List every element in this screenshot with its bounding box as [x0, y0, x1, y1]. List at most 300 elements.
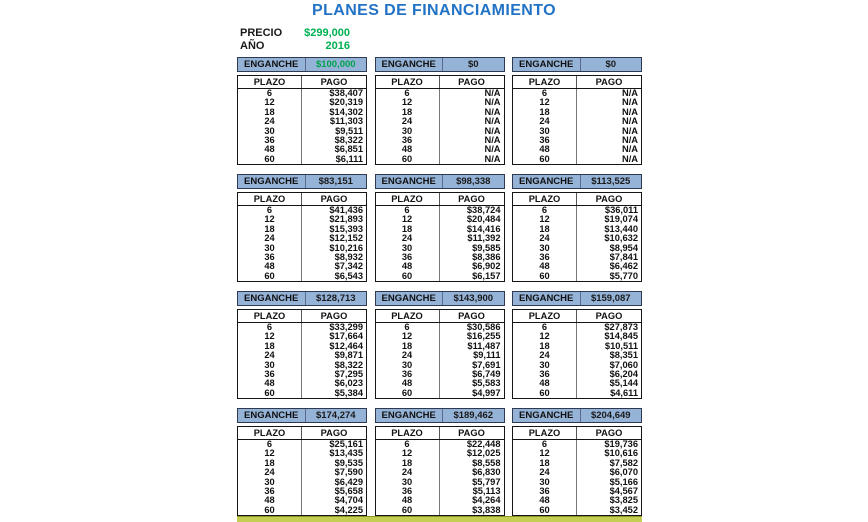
pago-cell: $9,585	[472, 242, 501, 253]
pago-cell: $9,511	[335, 125, 363, 136]
pago-cell: $3,825	[609, 495, 638, 506]
pago-cell: $10,216	[329, 242, 363, 253]
plazo-cell: 36	[376, 253, 440, 262]
plazo-column-header: PLAZO	[513, 310, 577, 322]
plazo-cell: 12	[238, 332, 302, 341]
plazo-cell: 6	[238, 323, 302, 332]
plazo-cell: 18	[238, 459, 302, 468]
plan-table-body	[513, 206, 641, 281]
pago-cell: $17,664	[329, 331, 363, 342]
plazo-cell: 24	[513, 468, 577, 477]
plan-table-body	[376, 89, 504, 164]
plan-header	[375, 174, 505, 189]
pago-cell: N/A	[621, 144, 638, 155]
pago-cell: $7,582	[609, 457, 638, 468]
plan-table-body	[238, 323, 366, 398]
plan-header	[237, 174, 367, 189]
enganche-label: ENGANCHE	[244, 59, 299, 70]
plazo-cell: 18	[513, 108, 577, 117]
plazo-cell: 12	[238, 215, 302, 224]
plazo-cell: 24	[376, 468, 440, 477]
pago-cell: $8,932	[334, 251, 363, 262]
plazo-cell: 36	[238, 136, 302, 145]
pago-cell: $6,851	[334, 144, 363, 155]
plan-section	[375, 174, 505, 282]
plazo-cell: 48	[238, 262, 302, 271]
table-row	[376, 389, 504, 398]
plazo-cell: 36	[238, 487, 302, 496]
plan-table	[375, 309, 505, 399]
pago-cell: $8,322	[334, 134, 363, 145]
plazo-cell: 30	[238, 127, 302, 136]
pago-cell: N/A	[484, 125, 501, 136]
plazo-cell: 30	[513, 478, 577, 487]
pago-cell: $10,632	[604, 233, 638, 244]
pago-cell: $4,704	[334, 495, 363, 506]
plan-table-body	[238, 440, 366, 515]
plazo-cell: 60	[513, 389, 577, 398]
plazo-cell: 30	[513, 244, 577, 253]
pago-cell: $30,586	[466, 322, 501, 333]
plazo-cell: 36	[238, 253, 302, 262]
plazo-cell: 24	[238, 117, 302, 126]
plazo-column-header: PLAZO	[238, 310, 302, 322]
pago-cell: $6,902	[472, 261, 501, 272]
pago-cell: $38,407	[329, 88, 363, 99]
enganche-label: ENGANCHE	[244, 293, 299, 304]
plazo-cell: 30	[238, 478, 302, 487]
pago-cell: $3,452	[609, 504, 638, 515]
pago-cell: N/A	[621, 106, 638, 117]
plan-table	[375, 426, 505, 516]
enganche-label: ENGANCHE	[519, 59, 574, 70]
plan-section	[512, 57, 642, 165]
plazo-column-header: PLAZO	[238, 76, 302, 88]
plazo-cell: 6	[513, 440, 577, 449]
plazo-cell: 30	[376, 127, 440, 136]
page-title: PLANES DE FINANCIAMIENTO	[312, 2, 556, 19]
pago-cell: $6,070	[609, 467, 638, 478]
enganche-value: $100,000	[305, 58, 366, 71]
pago-column-header: PAGO	[458, 311, 485, 321]
pago-cell: $6,543	[334, 270, 363, 281]
plan-table	[512, 309, 642, 399]
pago-cell: N/A	[484, 106, 501, 117]
plazo-cell: 18	[376, 459, 440, 468]
enganche-value: $189,462	[442, 409, 503, 422]
pago-cell: N/A	[484, 88, 501, 99]
plazo-cell: 60	[513, 506, 577, 515]
pago-cell: $8,351	[609, 350, 638, 361]
plan-header	[237, 57, 367, 72]
plazo-cell: 24	[238, 351, 302, 360]
pago-column-header: PAGO	[320, 428, 348, 438]
enganche-value: $159,087	[580, 292, 641, 305]
plazo-cell: 48	[376, 496, 440, 505]
plazo-cell: 30	[513, 127, 577, 136]
enganche-label: ENGANCHE	[519, 176, 574, 187]
plazo-cell: 24	[238, 234, 302, 243]
plazo-cell: 60	[513, 155, 577, 164]
pago-cell: N/A	[484, 116, 501, 127]
pago-cell: $8,322	[334, 359, 363, 370]
pago-cell: $14,416	[466, 223, 501, 234]
plan-table	[512, 75, 642, 165]
enganche-value: $113,525	[580, 175, 641, 188]
enganche-label: ENGANCHE	[381, 293, 436, 304]
pago-cell: $38,724	[466, 205, 501, 216]
plazo-cell: 24	[376, 351, 440, 360]
pago-cell: $27,873	[604, 322, 638, 333]
pago-cell: $5,166	[609, 476, 638, 487]
enganche-value: $0	[580, 58, 641, 71]
plazo-cell: 6	[238, 440, 302, 449]
plazo-cell: 24	[513, 234, 577, 243]
table-row	[513, 389, 641, 398]
pago-cell: $10,616	[604, 448, 638, 459]
plazo-cell: 48	[238, 379, 302, 388]
plazo-cell: 18	[513, 459, 577, 468]
pago-cell: $14,845	[604, 331, 638, 342]
table-row	[238, 389, 366, 398]
plazo-cell: 6	[513, 206, 577, 215]
plazo-cell: 6	[376, 440, 440, 449]
plazo-cell: 12	[238, 449, 302, 458]
pago-cell: $6,204	[609, 368, 638, 379]
plan-table-body	[376, 323, 504, 398]
pago-cell: $15,393	[329, 223, 363, 234]
plazo-cell: 24	[238, 468, 302, 477]
plazo-cell: 36	[238, 370, 302, 379]
plazo-cell: 36	[513, 136, 577, 145]
pago-cell: $6,749	[472, 368, 501, 379]
precio-label: PRECIO	[240, 26, 283, 39]
pago-cell: $4,567	[609, 485, 638, 496]
plazo-cell: 18	[376, 108, 440, 117]
pago-cell: $19,736	[604, 439, 638, 450]
plazo-cell: 48	[238, 496, 302, 505]
pago-cell: $7,060	[609, 359, 638, 370]
plazo-cell: 6	[513, 89, 577, 98]
plan-table	[375, 192, 505, 282]
plan-section	[512, 291, 642, 399]
plan-section	[512, 408, 642, 516]
pago-cell: $3,838	[472, 504, 501, 515]
pago-cell: $10,511	[604, 340, 638, 351]
pago-cell: $8,386	[472, 251, 501, 262]
pago-cell: $7,841	[609, 251, 638, 262]
plan-section	[375, 291, 505, 399]
plazo-cell: 30	[376, 244, 440, 253]
pago-cell: $20,484	[466, 214, 501, 225]
anio-label: AÑO	[240, 39, 265, 52]
pago-cell: $13,435	[329, 448, 363, 459]
plazo-cell: 60	[376, 272, 440, 281]
pago-cell: $9,535	[334, 457, 363, 468]
pago-column-header: PAGO	[595, 194, 623, 204]
pago-column-header: PAGO	[320, 311, 348, 321]
plan-table-body	[376, 206, 504, 281]
plazo-cell: 36	[513, 487, 577, 496]
pago-cell: $6,111	[335, 153, 363, 164]
pago-column-header: PAGO	[320, 77, 348, 87]
plan-section	[237, 57, 367, 165]
enganche-label: ENGANCHE	[244, 410, 299, 421]
plazo-cell: 36	[376, 370, 440, 379]
plazo-cell: 18	[238, 225, 302, 234]
plazo-cell: 60	[376, 389, 440, 398]
plazo-cell: 6	[376, 89, 440, 98]
plazo-cell: 18	[238, 108, 302, 117]
plazo-column-header: PLAZO	[513, 427, 577, 439]
plazo-cell: 30	[513, 361, 577, 370]
plazo-cell: 60	[376, 506, 440, 515]
plan-header	[512, 57, 642, 72]
pago-cell: $5,797	[472, 476, 501, 487]
plan-table-body	[513, 89, 641, 164]
plazo-cell: 6	[376, 206, 440, 215]
table-row	[376, 506, 504, 515]
pago-cell: $8,558	[472, 457, 501, 468]
pago-column-header: PAGO	[595, 77, 623, 87]
pago-cell: $12,152	[329, 233, 363, 244]
plan-table-body	[376, 440, 504, 515]
plazo-cell: 12	[376, 332, 440, 341]
pago-cell: $11,487	[467, 340, 501, 351]
plazo-cell: 18	[238, 342, 302, 351]
anio-value: 2016	[325, 39, 350, 52]
plazo-cell: 12	[376, 449, 440, 458]
plazo-column-header: PLAZO	[376, 76, 440, 88]
plan-table-body	[238, 89, 366, 164]
plazo-cell: 12	[238, 98, 302, 107]
pago-cell: $21,893	[329, 214, 363, 225]
plan-section	[237, 408, 367, 516]
plan-header	[237, 291, 367, 306]
plazo-cell: 36	[513, 253, 577, 262]
plazo-cell: 24	[513, 117, 577, 126]
plazo-cell: 12	[376, 215, 440, 224]
pago-cell: $8,954	[609, 242, 638, 253]
plan-header	[512, 408, 642, 423]
pago-cell: $7,342	[334, 261, 363, 272]
plazo-column-header: PLAZO	[513, 76, 577, 88]
table-row	[513, 272, 641, 281]
pago-column-header: PAGO	[458, 428, 485, 438]
pago-cell: $4,264	[472, 495, 501, 506]
plazo-cell: 18	[376, 342, 440, 351]
plazo-cell: 24	[376, 117, 440, 126]
pago-cell: $4,611	[610, 387, 638, 398]
plazo-cell: 60	[238, 389, 302, 398]
pago-cell: $16,255	[466, 331, 501, 342]
plazo-cell: 18	[513, 342, 577, 351]
plazo-cell: 48	[376, 145, 440, 154]
pago-cell: N/A	[621, 125, 638, 136]
plan-table	[512, 192, 642, 282]
pago-cell: $41,436	[329, 205, 363, 216]
pago-cell: N/A	[484, 134, 501, 145]
pago-cell: $22,448	[466, 439, 501, 450]
anio-row	[240, 39, 350, 52]
table-row	[513, 506, 641, 515]
pago-cell: $4,225	[334, 504, 363, 515]
pago-cell: $6,157	[472, 270, 501, 281]
pago-column-header: PAGO	[458, 77, 485, 87]
plazo-cell: 36	[376, 136, 440, 145]
pago-column-header: PAGO	[595, 311, 623, 321]
pago-cell: $5,384	[334, 387, 363, 398]
table-row	[238, 155, 366, 164]
table-row	[238, 506, 366, 515]
plazo-column-header: PLAZO	[513, 193, 577, 205]
pago-cell: $5,583	[472, 378, 501, 389]
table-row	[238, 272, 366, 281]
plazo-cell: 48	[513, 496, 577, 505]
pago-cell: $6,462	[609, 261, 638, 272]
pago-cell: $4,997	[472, 387, 501, 398]
pago-cell: N/A	[484, 144, 501, 155]
plazo-cell: 60	[376, 155, 440, 164]
plans-grid	[237, 57, 642, 516]
plazo-cell: 12	[513, 449, 577, 458]
plan-table	[512, 426, 642, 516]
plazo-column-header: PLAZO	[376, 310, 440, 322]
pago-cell: $5,770	[609, 270, 638, 281]
plazo-cell: 48	[238, 145, 302, 154]
enganche-label: ENGANCHE	[519, 410, 574, 421]
plan-section	[512, 174, 642, 282]
pago-cell: $14,302	[329, 106, 363, 117]
plazo-cell: 30	[376, 361, 440, 370]
pago-cell: N/A	[621, 97, 638, 108]
pago-cell: $11,392	[467, 233, 501, 244]
pago-cell: $6,023	[334, 378, 363, 389]
plazo-cell: 12	[513, 332, 577, 341]
plazo-cell: 60	[513, 272, 577, 281]
enganche-label: ENGANCHE	[381, 410, 436, 421]
pago-cell: $11,303	[329, 116, 363, 127]
pago-cell: $5,144	[609, 378, 638, 389]
plazo-cell: 24	[513, 351, 577, 360]
plazo-cell: 24	[376, 234, 440, 243]
pago-cell: $5,113	[472, 485, 501, 496]
plan-table	[237, 192, 367, 282]
plazo-cell: 36	[376, 487, 440, 496]
enganche-label: ENGANCHE	[244, 176, 299, 187]
pago-cell: $7,590	[334, 467, 363, 478]
enganche-value: $204,649	[580, 409, 641, 422]
enganche-value: $0	[442, 58, 503, 71]
pago-cell: $6,429	[334, 476, 363, 487]
plan-header	[512, 291, 642, 306]
pago-cell: $5,658	[334, 485, 363, 496]
plan-table	[237, 309, 367, 399]
plazo-cell: 36	[513, 370, 577, 379]
plazo-column-header: PLAZO	[376, 427, 440, 439]
info-block	[240, 26, 350, 52]
plazo-cell: 30	[238, 244, 302, 253]
plan-table-body	[513, 323, 641, 398]
plazo-cell: 6	[513, 323, 577, 332]
pago-cell: N/A	[621, 88, 638, 99]
pago-cell: $12,464	[329, 340, 363, 351]
plazo-cell: 48	[513, 379, 577, 388]
plazo-cell: 48	[376, 379, 440, 388]
plan-header	[375, 57, 505, 72]
plan-section	[237, 174, 367, 282]
pago-cell: $36,011	[604, 205, 638, 216]
enganche-label: ENGANCHE	[381, 59, 436, 70]
plazo-cell: 12	[513, 215, 577, 224]
table-row	[376, 155, 504, 164]
enganche-label: ENGANCHE	[519, 293, 574, 304]
pago-cell: $19,074	[604, 214, 638, 225]
plazo-cell: 48	[513, 262, 577, 271]
plazo-cell: 6	[376, 323, 440, 332]
plan-header	[237, 408, 367, 423]
pago-cell: $6,830	[472, 467, 501, 478]
plan-table-body	[513, 440, 641, 515]
plan-section	[237, 291, 367, 399]
plan-header	[512, 174, 642, 189]
pago-cell: $25,161	[329, 439, 363, 450]
plazo-cell: 6	[238, 89, 302, 98]
pago-cell: N/A	[621, 116, 638, 127]
plan-table	[237, 426, 367, 516]
plan-table-body	[238, 206, 366, 281]
pago-cell: N/A	[621, 134, 638, 145]
pago-column-header: PAGO	[320, 194, 348, 204]
plan-section	[375, 408, 505, 516]
precio-value: $299,000	[304, 26, 350, 39]
pago-cell: $20,319	[329, 97, 363, 108]
table-row	[376, 272, 504, 281]
plan-header	[375, 291, 505, 306]
enganche-value: $83,151	[305, 175, 366, 188]
enganche-value: $128,713	[305, 292, 366, 305]
pago-cell: $12,025	[466, 448, 501, 459]
plazo-cell: 30	[238, 361, 302, 370]
pago-cell: $7,691	[472, 359, 501, 370]
table-row	[513, 155, 641, 164]
plazo-cell: 30	[376, 478, 440, 487]
plazo-cell: 48	[376, 262, 440, 271]
precio-row	[240, 26, 350, 39]
plazo-cell: 18	[513, 225, 577, 234]
plazo-column-header: PLAZO	[238, 193, 302, 205]
pago-cell: N/A	[484, 153, 501, 164]
plan-header	[375, 408, 505, 423]
plan-table	[237, 75, 367, 165]
next-section-strip	[237, 516, 642, 522]
plazo-cell: 6	[238, 206, 302, 215]
plazo-column-header: PLAZO	[238, 427, 302, 439]
enganche-value: $143,900	[442, 292, 503, 305]
enganche-value: $98,338	[442, 175, 503, 188]
plazo-column-header: PLAZO	[376, 193, 440, 205]
plazo-cell: 18	[376, 225, 440, 234]
pago-cell: $13,440	[604, 223, 638, 234]
enganche-value: $174,274	[305, 409, 366, 422]
plazo-cell: 60	[238, 272, 302, 281]
plan-section	[375, 57, 505, 165]
pago-cell: N/A	[621, 153, 638, 164]
pago-column-header: PAGO	[595, 428, 623, 438]
pago-cell: N/A	[484, 97, 501, 108]
pago-cell: $7,295	[334, 368, 363, 379]
plazo-cell: 12	[513, 98, 577, 107]
